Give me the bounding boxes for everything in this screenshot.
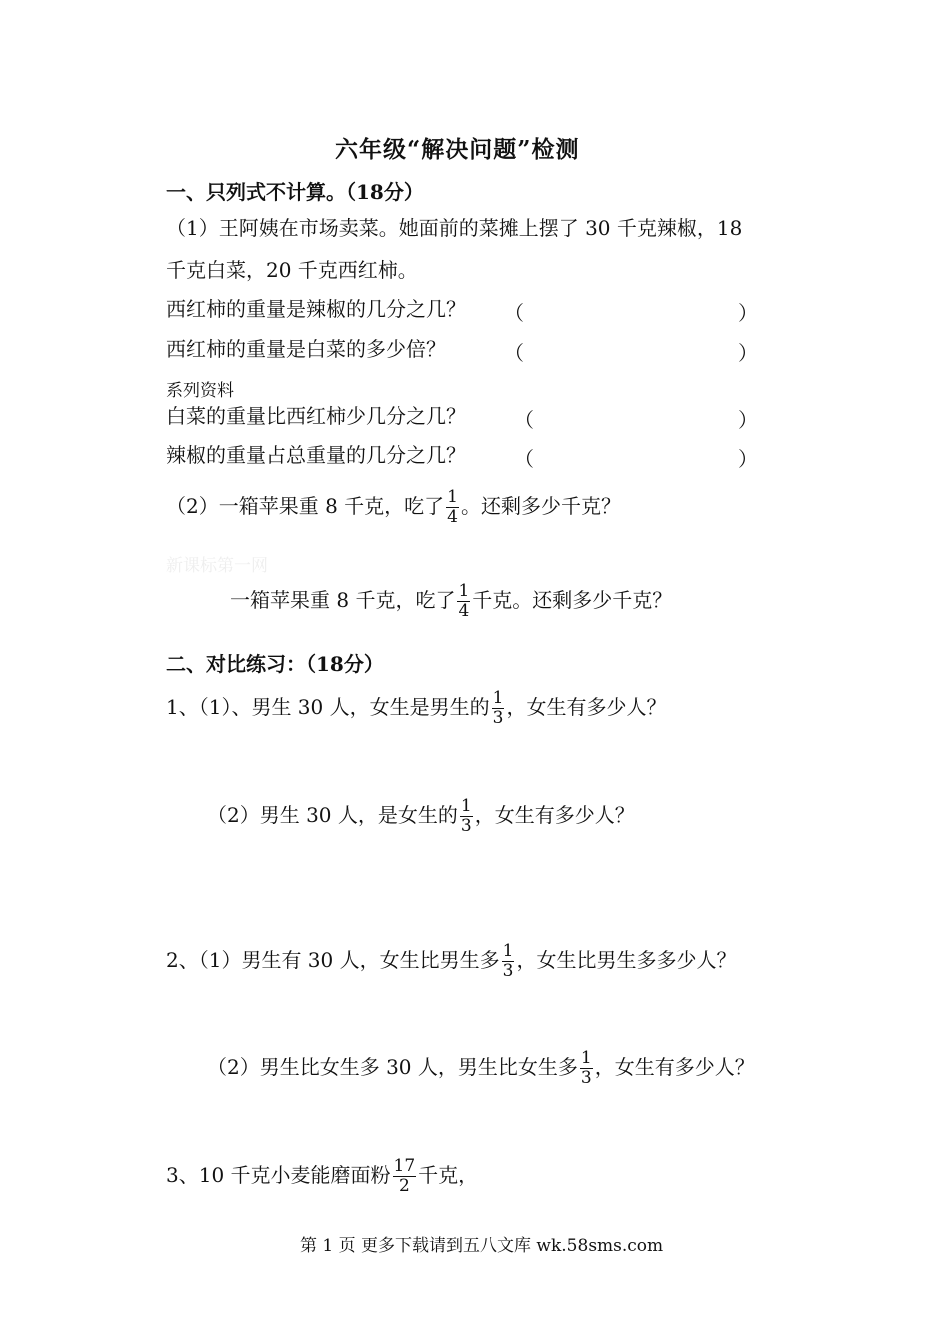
- question-1-part-2: [207, 797, 635, 836]
- series-note: 系列资料: [166, 381, 234, 401]
- fraction-numerator: 1: [458, 581, 470, 601]
- fraction-numerator: 1: [492, 688, 504, 708]
- question-3-pre: 3、10 千克小麦能磨面粉: [166, 1163, 391, 1187]
- question-1-part-2-post: ，女生有多少人？: [474, 803, 635, 827]
- fraction-one-third: [492, 689, 505, 728]
- answer-paren-open: （: [514, 408, 534, 432]
- fraction-denominator: 3: [492, 708, 504, 728]
- problem-2-apples: [166, 488, 621, 527]
- section-1-heading: 一、只列式不计算。（18分）: [166, 180, 424, 204]
- question-2-part-1-pre: 2、（1）男生有 30 人，女生比男生多: [166, 948, 500, 972]
- question-2-part-1-post: ，女生比男生多多少人？: [516, 948, 737, 972]
- fraction-one-quarter: [457, 582, 470, 621]
- problem-1-line-2: 千克白菜，20 千克西红柿。: [166, 258, 418, 282]
- fraction-numerator: 1: [460, 796, 472, 816]
- answer-paren-open: （: [504, 341, 524, 365]
- page-title: 六年级“解决问题”检测: [335, 136, 580, 163]
- fraction-denominator: 4: [458, 601, 470, 621]
- answer-paren-open: （: [514, 447, 534, 471]
- question-1-part-1-pre: 1、（1）、男生 30 人，女生是男生的: [166, 695, 490, 719]
- fraction-denominator: 3: [502, 961, 514, 981]
- problem-3-text-pre: 一箱苹果重 8 千克，吃了: [230, 588, 456, 612]
- fraction-denominator: 4: [447, 507, 458, 527]
- fraction-one-third: [580, 1049, 593, 1088]
- answer-paren-close: ）: [738, 447, 758, 471]
- answer-paren-close: ）: [738, 408, 758, 432]
- answer-paren-close: ）: [738, 341, 758, 365]
- fraction-seventeen-halves: [393, 1157, 417, 1196]
- question-tomato-vs-pepper: 西红柿的重量是辣椒的几分之几？: [166, 297, 466, 321]
- section-2-heading: 二、对比练习：（18分）: [166, 652, 384, 676]
- fraction-denominator: 3: [580, 1068, 592, 1088]
- fraction-numerator: 17: [393, 1156, 416, 1176]
- question-1-part-1-post: ，女生有多少人？: [506, 695, 667, 719]
- problem-3-apples: [230, 582, 672, 621]
- fraction-numerator: 1: [447, 487, 458, 507]
- question-3: [166, 1157, 478, 1196]
- answer-paren-close: ）: [738, 301, 758, 325]
- question-tomato-vs-cabbage: 西红柿的重量是白菜的多少倍？: [166, 337, 446, 361]
- fraction-numerator: 1: [502, 941, 514, 961]
- page-footer: 第 1 页 更多下载请到五八文库 wk.58sms.com: [300, 1236, 664, 1256]
- watermark-text: 新课标第一网: [166, 556, 268, 576]
- fraction-one-third: [502, 942, 515, 981]
- question-2-part-2: [207, 1049, 755, 1088]
- problem-1-line-1: （1）王阿姨在市场卖菜。她面前的菜摊上摆了 30 千克辣椒，18: [166, 216, 743, 240]
- fraction-one-third: [460, 797, 473, 836]
- fraction-denominator: 2: [393, 1176, 417, 1196]
- question-2-part-2-post: ，女生有多少人？: [594, 1055, 755, 1079]
- problem-3-text-post: 千克。还剩多少千克？: [472, 588, 673, 612]
- question-3-post: 千克，: [418, 1163, 479, 1187]
- question-1-part-1: [166, 689, 666, 728]
- question-1-part-2-pre: （2）男生 30 人，是女生的: [207, 803, 458, 827]
- question-2-part-1: [166, 942, 736, 981]
- fraction-denominator: 3: [460, 816, 472, 836]
- question-cabbage-less-than-tomato: 白菜的重量比西红柿少几分之几？: [166, 404, 466, 428]
- answer-paren-open: （: [504, 301, 524, 325]
- problem-2-text-pre: （2）一箱苹果重 8 千克，吃了: [166, 494, 445, 518]
- question-2-part-2-pre: （2）男生比女生多 30 人，男生比女生多: [207, 1055, 578, 1079]
- fraction-one-quarter: [446, 488, 459, 527]
- fraction-numerator: 1: [580, 1048, 592, 1068]
- question-pepper-share-of-total: 辣椒的重量占总重量的几分之几？: [166, 443, 466, 467]
- problem-2-text-post: 。还剩多少千克？: [461, 494, 621, 518]
